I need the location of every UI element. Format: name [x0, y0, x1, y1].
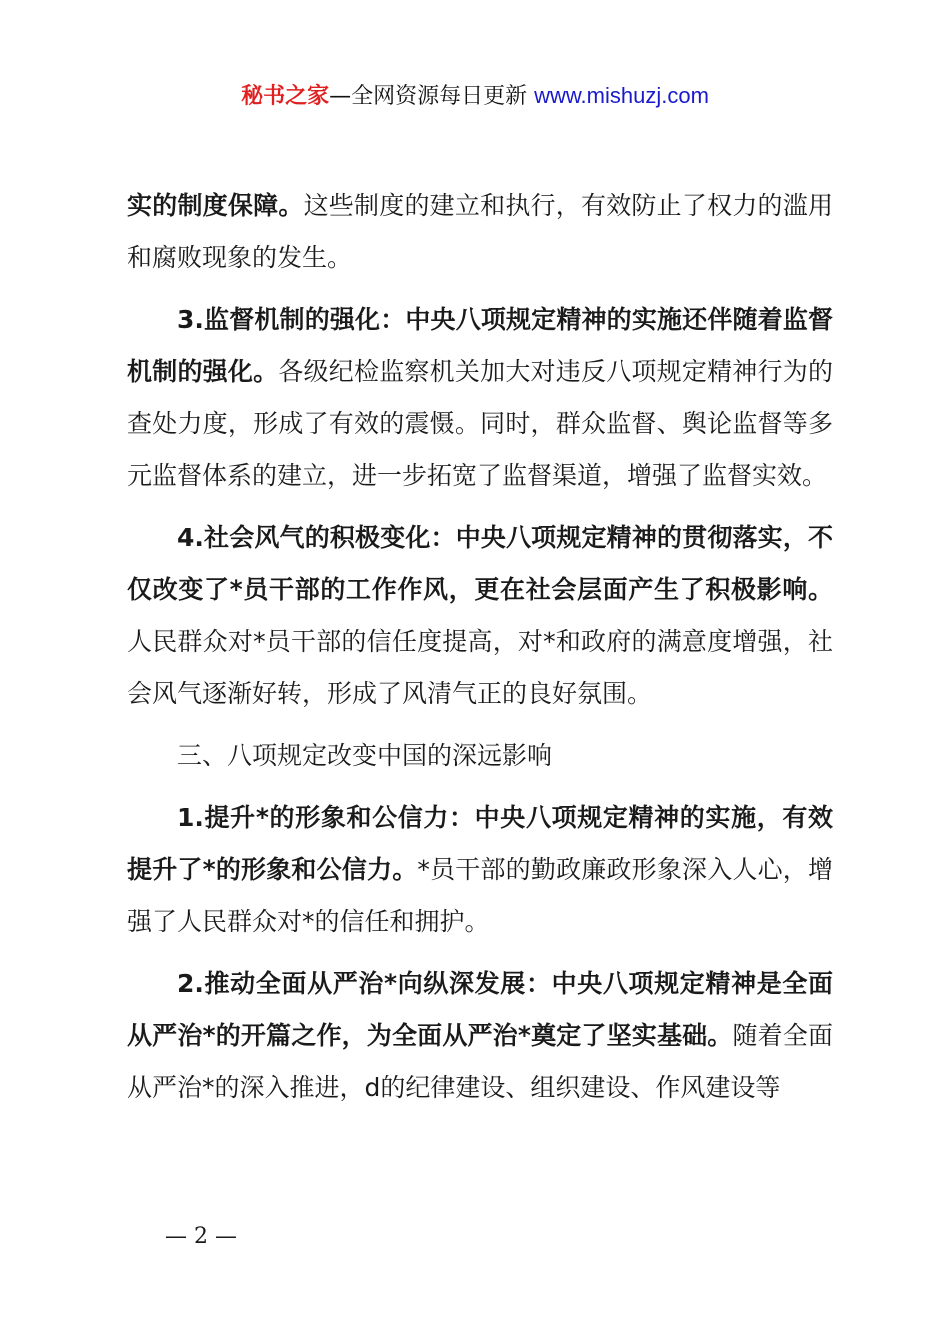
paragraph-image-credibility: [127, 792, 833, 948]
site-url[interactable]: www.mishuzj.com: [534, 83, 709, 108]
paragraph-lead-bold: 4.社会风气的积极变化：中央八项规定精神的贯彻落实，不仅改变了*员干部的工作作风，更在社会层面产生了积极影响。: [127, 523, 833, 604]
paragraph-lead-bold: 1.提升*的形象和公信力：中央八项规定精神的实施，有效提升了*的形象和公信力。: [127, 803, 833, 884]
paragraph-lead-bold: 3.监督机制的强化：中央八项规定精神的实施还伴随着监督机制的强化。: [127, 305, 833, 386]
brand-slogan: —全网资源每日更新: [329, 84, 528, 109]
site-watermark-header: [0, 80, 950, 113]
paragraph-text: 随着全面从严治*的深入推进，d的纪律建设、组织建设、作风建设等: [127, 1021, 833, 1102]
paragraph-strict-governance: [127, 958, 833, 1114]
paragraph-text: 这些制度的建立和执行，有效防止了权力的滥用和腐败现象的发生。: [127, 191, 833, 272]
document-body: [127, 180, 833, 1114]
paragraph-lead-bold: 2.推动全面从严治*向纵深发展：中央八项规定精神是全面从严治*的开篇之作，为全面从严治*奠定了坚实基础。: [127, 969, 833, 1050]
paragraph-continuation: [127, 180, 833, 284]
paragraph-lead-bold: 实的制度保障。: [127, 191, 304, 220]
page-number: — 2 —: [165, 1224, 237, 1249]
paragraph-social-atmosphere: [127, 512, 833, 720]
section-heading: 三、八项规定改变中国的深远影响: [177, 741, 553, 770]
paragraph-text: 人民群众对*员干部的信任度提高，对*和政府的满意度增强，社会风气逐渐好转，形成了风清气正的良好氛围。: [127, 627, 833, 708]
paragraph-text: 各级纪检监察机关加大对违反八项规定精神行为的查处力度，形成了有效的震慑。同时，群众监督、舆论监督等多元监督体系的建立，进一步拓宽了监督渠道，增强了监督实效。: [127, 357, 833, 490]
paragraph-text: *员干部的勤政廉政形象深入人心，增强了人民群众对*的信任和拥护。: [127, 855, 833, 936]
brand-name: 秘书之家: [241, 84, 330, 109]
paragraph-supervision: [127, 294, 833, 502]
